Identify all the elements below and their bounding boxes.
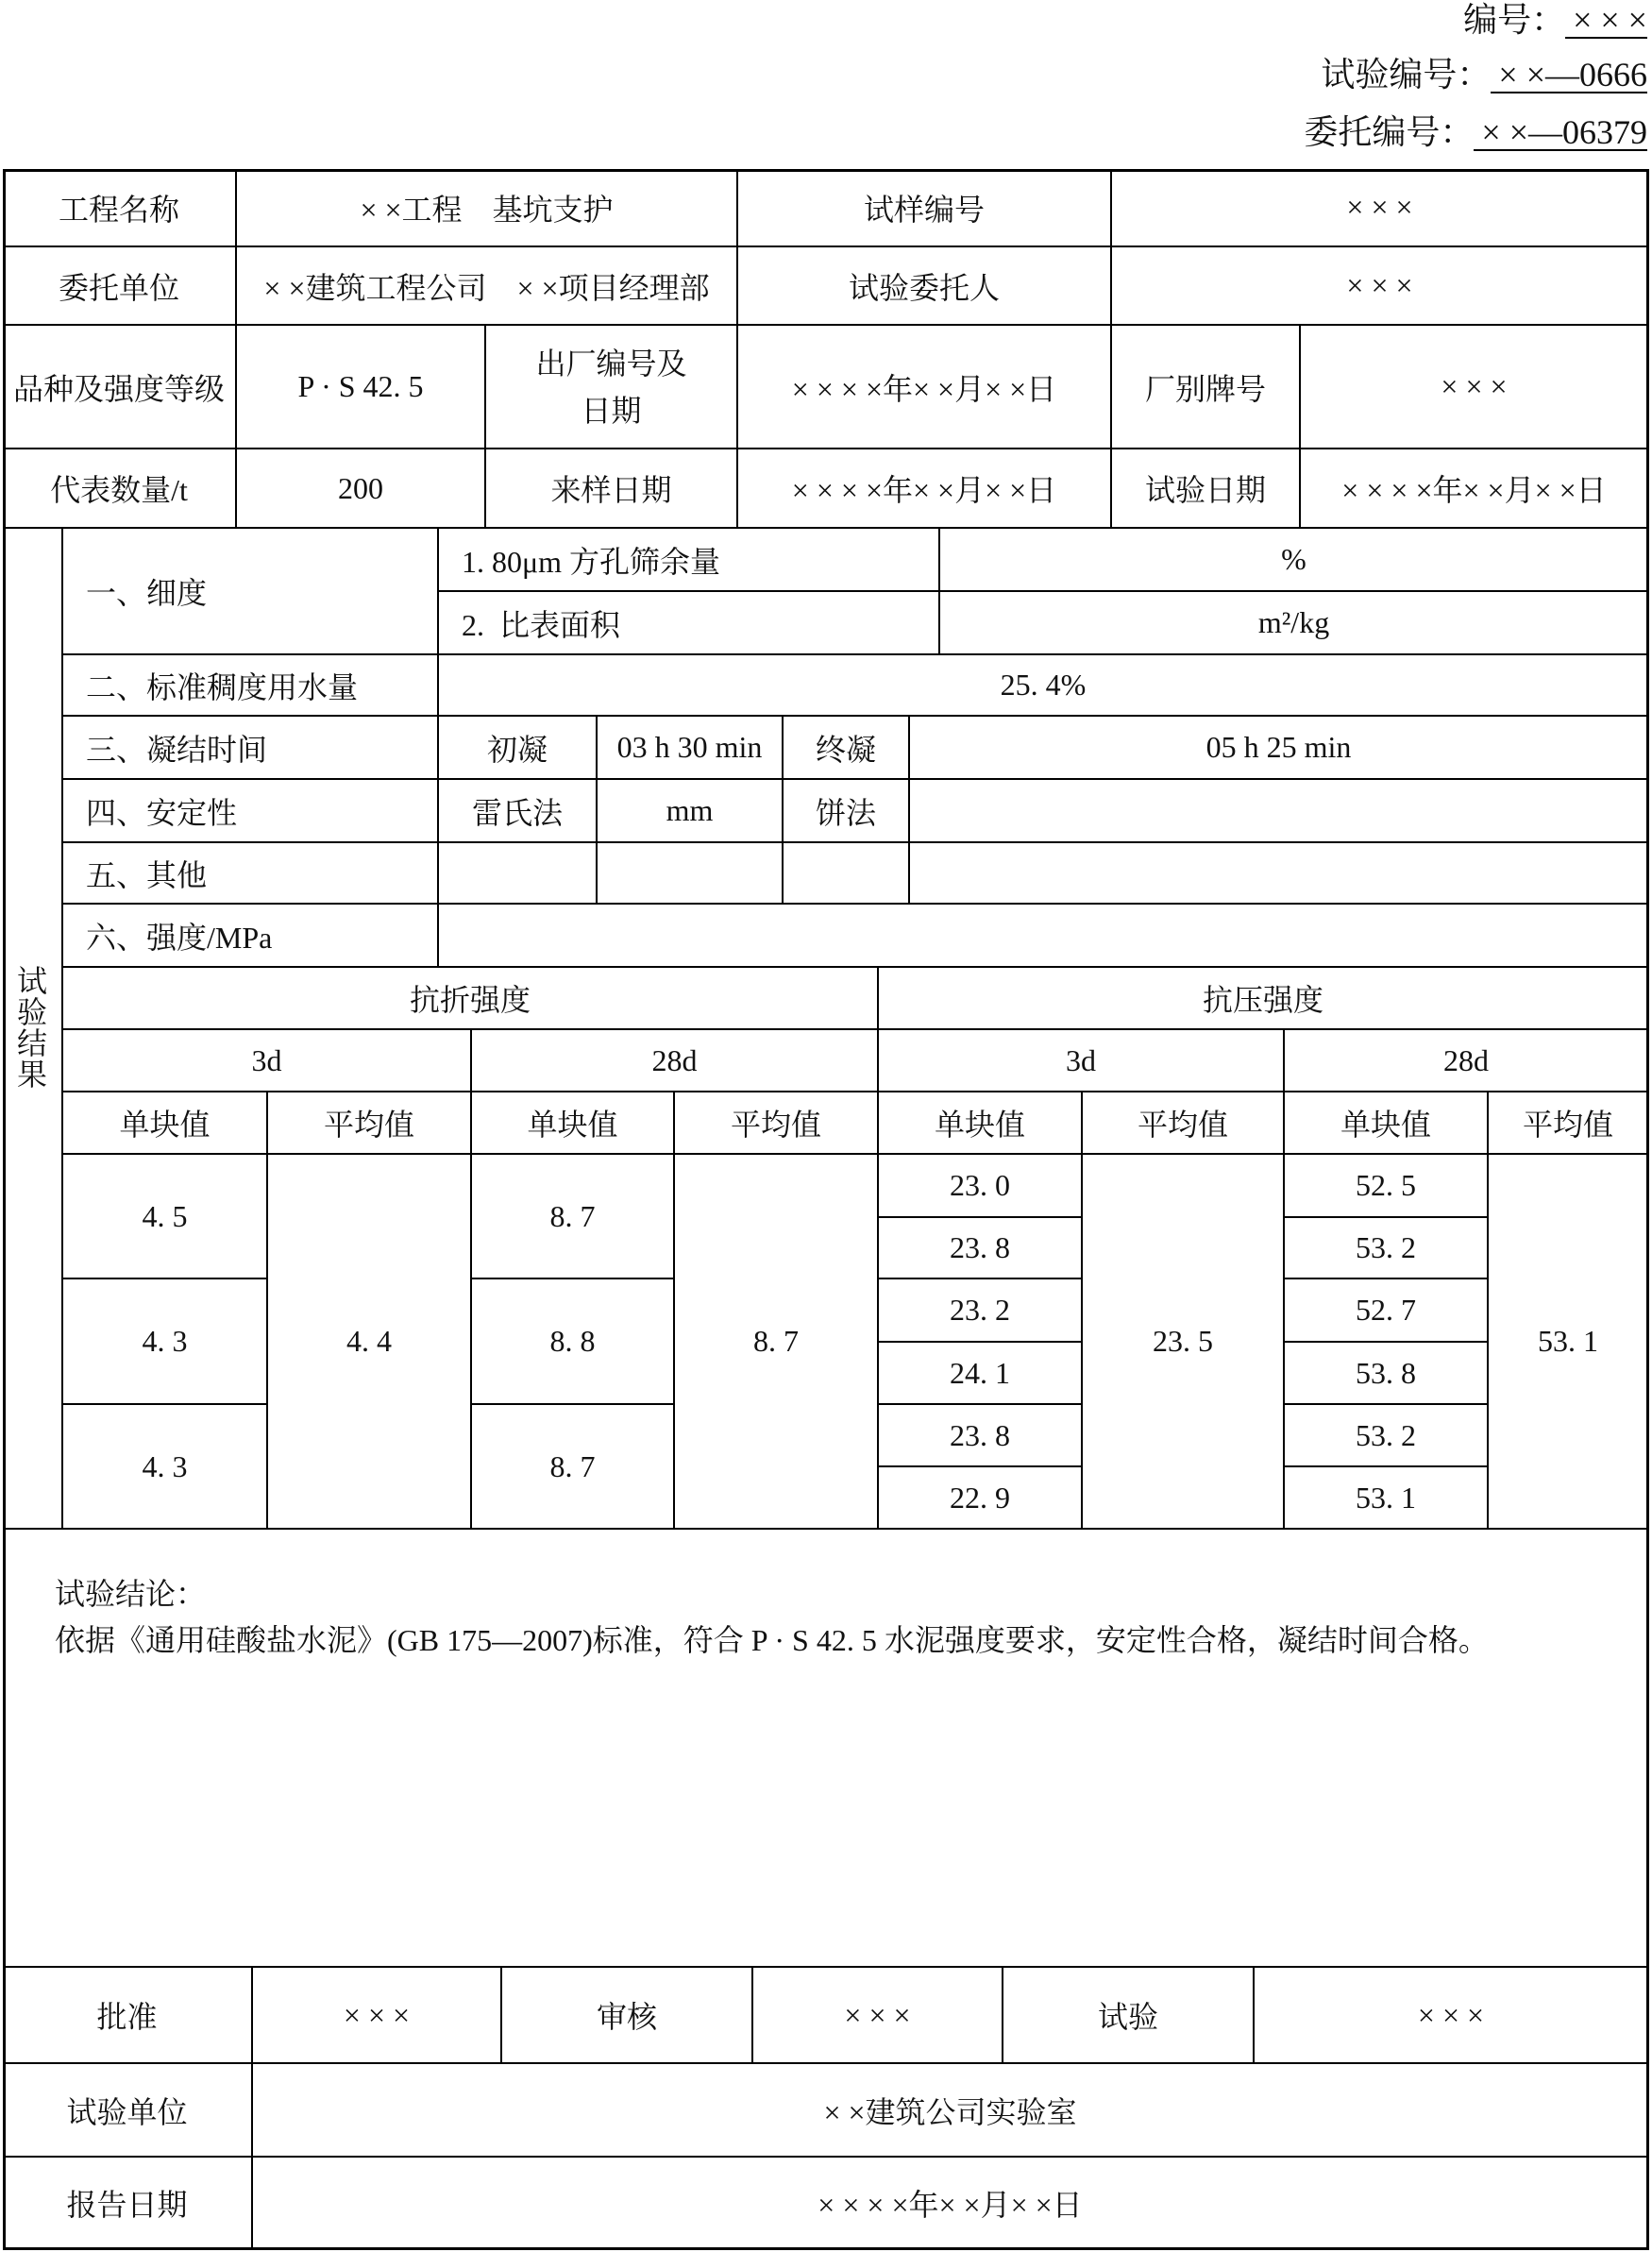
test-lab-value: × ×建筑公司实验室 bbox=[253, 2064, 1649, 2158]
entrust-number-value: × ×—06379 bbox=[1474, 115, 1647, 151]
flexural-28d-average: 8. 7 bbox=[675, 1155, 879, 1530]
sample-date-label: 来样日期 bbox=[486, 449, 738, 529]
average-value-header: 平均值 bbox=[675, 1092, 879, 1155]
empty-cell bbox=[784, 843, 910, 905]
client-value: × ×建筑工程公司 × ×项目经理部 bbox=[237, 247, 738, 326]
single-value-header: 单块值 bbox=[1285, 1092, 1489, 1155]
test-results-section-label bbox=[3, 529, 63, 1530]
final-setting-label: 终凝 bbox=[784, 717, 910, 780]
soundness-label: 四、安定性 bbox=[63, 780, 439, 843]
fineness-label: 一、细度 bbox=[63, 529, 439, 655]
average-value-header: 平均值 bbox=[268, 1092, 472, 1155]
strength-label: 六、强度/MPa bbox=[63, 905, 439, 968]
report-code-line bbox=[1463, 0, 1647, 40]
conclusion-text: 依据《通用硅酸盐水泥》(GB 175—2007)标准，符合 P · S 42. 5 水泥强度要求，安定性合格，凝结时间合格。 bbox=[55, 1623, 1489, 1657]
sieve-residue-value: % bbox=[940, 529, 1649, 592]
brand-label: 厂别牌号 bbox=[1112, 326, 1301, 449]
approve-label: 批准 bbox=[3, 1968, 253, 2064]
compressive-3d-single: 23. 8 bbox=[879, 1405, 1083, 1467]
flexural-3d-header: 3d bbox=[63, 1030, 472, 1092]
compressive-28d-single: 53. 2 bbox=[1285, 1405, 1489, 1467]
pat-method-value bbox=[910, 780, 1649, 843]
test-number-line bbox=[1321, 55, 1647, 94]
flexural-28d-single: 8. 8 bbox=[472, 1279, 675, 1405]
project-name-value: × ×工程 基坑支护 bbox=[237, 169, 738, 247]
flexural-28d-single: 8. 7 bbox=[472, 1155, 675, 1279]
report-code-label: 编号： bbox=[1463, 1, 1566, 39]
compressive-3d-single: 23. 2 bbox=[879, 1279, 1083, 1343]
compressive-28d-average: 53. 1 bbox=[1489, 1155, 1649, 1530]
tester-label: 试验 bbox=[1003, 1968, 1255, 2064]
flexural-3d-single: 4. 3 bbox=[63, 1279, 268, 1405]
empty-cell bbox=[910, 843, 1649, 905]
compressive-28d-single: 53. 8 bbox=[1285, 1343, 1489, 1405]
quantity-value: 200 bbox=[237, 449, 486, 529]
factory-number-date-label bbox=[486, 326, 738, 449]
le-chatelier-unit: mm bbox=[598, 780, 784, 843]
compressive-28d-single: 52. 5 bbox=[1285, 1155, 1489, 1218]
setting-time-label: 三、凝结时间 bbox=[63, 717, 439, 780]
le-chatelier-label: 雷氏法 bbox=[439, 780, 598, 843]
approve-value: × × × bbox=[253, 1968, 502, 2064]
average-value-header: 平均值 bbox=[1489, 1092, 1649, 1155]
sample-number-value: × × × bbox=[1112, 169, 1649, 247]
client-person-label: 试验委托人 bbox=[738, 247, 1112, 326]
client-person-value: × × × bbox=[1112, 247, 1649, 326]
factory-date-value: × × × ×年× ×月× ×日 bbox=[738, 326, 1112, 449]
consistency-value: 25. 4% bbox=[439, 655, 1649, 717]
flexural-3d-average: 4. 4 bbox=[268, 1155, 472, 1530]
single-value-header: 单块值 bbox=[63, 1092, 268, 1155]
final-setting-value: 05 h 25 min bbox=[910, 717, 1649, 780]
test-conclusion-box bbox=[3, 1530, 1649, 1968]
factory-label-line1: 出厂编号及 bbox=[535, 346, 687, 381]
other-label: 五、其他 bbox=[63, 843, 439, 905]
report-date-value: × × × ×年× ×月× ×日 bbox=[253, 2158, 1649, 2250]
flexural-28d-single: 8. 7 bbox=[472, 1405, 675, 1530]
compressive-3d-single: 23. 0 bbox=[879, 1155, 1083, 1218]
entrust-number-line bbox=[1304, 112, 1647, 152]
flexural-28d-header: 28d bbox=[472, 1030, 879, 1092]
compressive-strength-header: 抗压强度 bbox=[879, 968, 1649, 1030]
report-date-label: 报告日期 bbox=[3, 2158, 253, 2250]
initial-setting-value: 03 h 30 min bbox=[598, 717, 784, 780]
project-name-label: 工程名称 bbox=[3, 169, 237, 247]
test-lab-label: 试验单位 bbox=[3, 2064, 253, 2158]
factory-label-line2: 日期 bbox=[581, 393, 642, 428]
client-label: 委托单位 bbox=[3, 247, 237, 326]
compressive-3d-single: 24. 1 bbox=[879, 1343, 1083, 1405]
grade-label: 品种及强度等级 bbox=[3, 326, 237, 449]
compressive-28d-single: 52. 7 bbox=[1285, 1279, 1489, 1343]
brand-value: × × × bbox=[1301, 326, 1649, 449]
quantity-label: 代表数量/t bbox=[3, 449, 237, 529]
report-code-value: × × × bbox=[1565, 3, 1647, 39]
review-value: × × × bbox=[753, 1968, 1003, 2064]
test-number-label: 试验编号： bbox=[1321, 56, 1492, 93]
single-value-header: 单块值 bbox=[879, 1092, 1083, 1155]
specific-surface-value: m²/kg bbox=[940, 592, 1649, 655]
tester-value: × × × bbox=[1255, 1968, 1649, 2064]
review-label: 审核 bbox=[502, 1968, 753, 2064]
empty-cell bbox=[439, 843, 598, 905]
test-results-label-text: 试验结果 bbox=[16, 964, 47, 1092]
sample-number-label: 试样编号 bbox=[738, 169, 1112, 247]
compressive-3d-single: 22. 9 bbox=[879, 1467, 1083, 1530]
average-value-header: 平均值 bbox=[1083, 1092, 1285, 1155]
test-date-value: × × × ×年× ×月× ×日 bbox=[1301, 449, 1649, 529]
compressive-3d-single: 23. 8 bbox=[879, 1218, 1083, 1279]
compressive-3d-header: 3d bbox=[879, 1030, 1285, 1092]
entrust-number-label: 委托编号： bbox=[1304, 113, 1475, 151]
pat-method-label: 饼法 bbox=[784, 780, 910, 843]
conclusion-label: 试验结论： bbox=[55, 1577, 207, 1611]
flexural-3d-single: 4. 3 bbox=[63, 1405, 268, 1530]
initial-setting-label: 初凝 bbox=[439, 717, 598, 780]
empty-cell bbox=[598, 843, 784, 905]
compressive-28d-single: 53. 2 bbox=[1285, 1218, 1489, 1279]
test-date-label: 试验日期 bbox=[1112, 449, 1301, 529]
compressive-28d-header: 28d bbox=[1285, 1030, 1649, 1092]
flexural-strength-header: 抗折强度 bbox=[63, 968, 879, 1030]
flexural-3d-single: 4. 5 bbox=[63, 1155, 268, 1279]
empty-cell bbox=[439, 905, 1649, 968]
sample-date-value: × × × ×年× ×月× ×日 bbox=[738, 449, 1112, 529]
compressive-28d-single: 53. 1 bbox=[1285, 1467, 1489, 1530]
compressive-3d-average: 23. 5 bbox=[1083, 1155, 1285, 1530]
specific-surface-label: 2. 比表面积 bbox=[439, 592, 940, 655]
grade-value: P · S 42. 5 bbox=[237, 326, 486, 449]
sieve-residue-label: 1. 80μm 方孔筛余量 bbox=[439, 529, 940, 592]
consistency-label: 二、标准稠度用水量 bbox=[63, 655, 439, 717]
test-number-value: × ×—0666 bbox=[1491, 58, 1647, 93]
single-value-header: 单块值 bbox=[472, 1092, 675, 1155]
